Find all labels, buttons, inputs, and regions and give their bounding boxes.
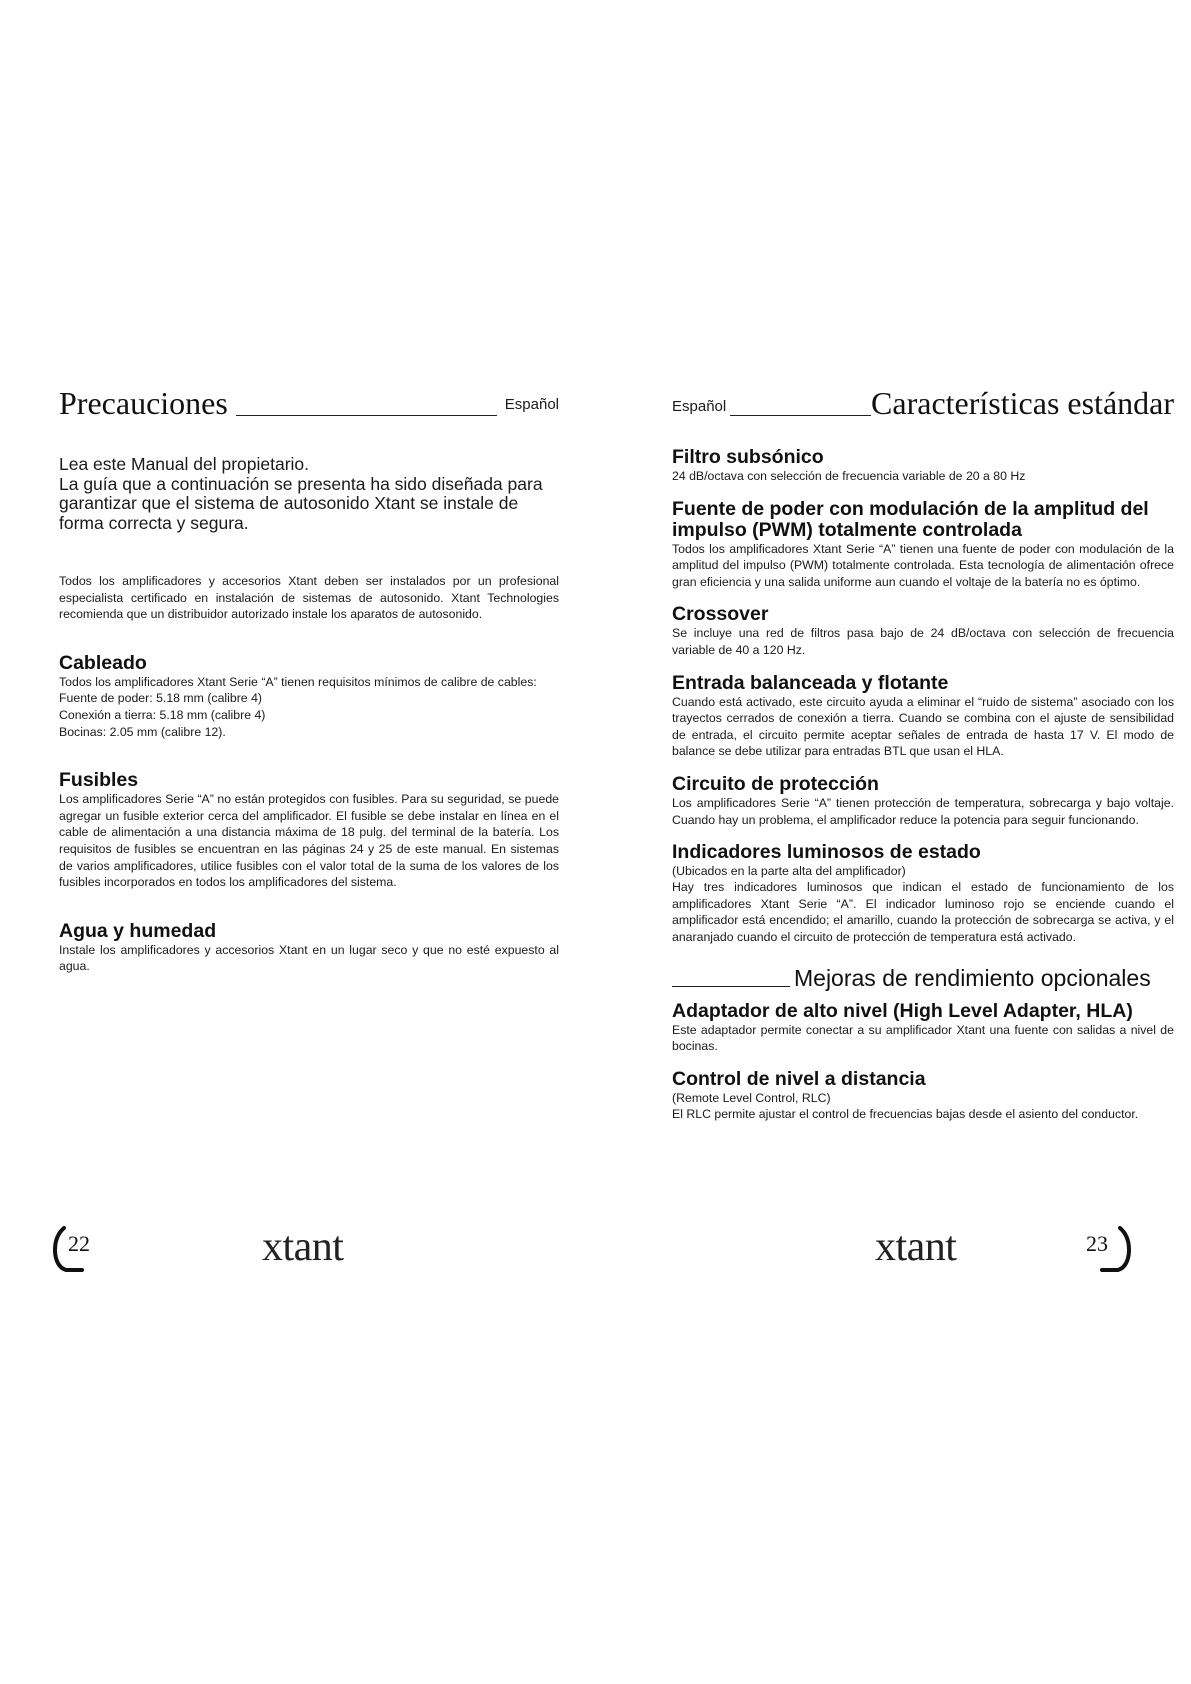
section-title: Indicadores luminosos de estado (672, 841, 981, 864)
page-number: 22 (68, 1231, 90, 1256)
page-number: 23 (1086, 1231, 1108, 1256)
section-text: Los amplificadores Serie “A” tienen protección de temperatura, sobrecarga y bajo voltaje. Cuando hay un problema, el amplificador reduce la potencia para seguir funcionando. (672, 795, 1174, 827)
section-title: Fuente de poder con modulación de la amplitud del impulso (PWM) totalmente controlada (672, 497, 1149, 541)
section-title: Circuito de protección (672, 772, 879, 795)
section-title: Cableado (59, 651, 147, 674)
intro-paragraph: Todos los amplificadores y accesorios Xtant deben ser instalados por un profesional especialista certificado en instalación de sistemas de autosonido. Xtant Technologies recomienda que un distribuidor autorizado instale los aparatos de autosonido. (59, 574, 559, 622)
brand-logo: xtant (262, 1224, 344, 1270)
section-text: Los amplificadores Serie “A” no están protegidos con fusibles. Para su seguridad, se puede agregar un fusible exterior cerca del amplificador. El fusible se debe instalar en línea en el cable de alimentación a una distancia máxima de 18 pulg. del terminal de la batería. Los requisitos de fusibles se encuentran en las páginas 24 y 25 de este manual. En sistemas de varios amplificadores, utilice fusibles con el valor total de la suma de los valores de los fusibles incorporados en todos los amplificadores del sistema. (59, 792, 559, 890)
section-cableado (59, 653, 559, 740)
left-page (0, 0, 595, 1684)
section-title: Filtro subsónico (672, 446, 824, 468)
section-fuente (672, 499, 1174, 591)
section-agua (59, 921, 559, 975)
intro-line: La guía que a continuación se presenta ha sido diseñada para garantizar que el sistema de autosonido Xtant se instale de forma correcta y segura. (59, 473, 543, 533)
optional-title: Mejoras de rendimiento opcionales (794, 964, 1151, 991)
left-title-row (59, 386, 559, 420)
optional-rule (672, 986, 790, 987)
section-text: Todos los amplificadores Xtant Serie “A” tienen requisitos mínimos de calibre de cables: (59, 674, 537, 689)
section-note: (Remote Level Control, RLC) (672, 1090, 831, 1105)
title-rule (730, 415, 871, 416)
title-rule (236, 415, 497, 416)
language-label: Español (672, 398, 727, 415)
section-indicadores (672, 842, 1174, 945)
section-hla (672, 1001, 1174, 1055)
section-note: (Ubicados en la parte alta del amplificador) (672, 864, 906, 879)
section-text: El RLC permite ajustar el control de frecuencias bajas desde el asiento del conductor. (672, 1106, 1139, 1121)
section-text: Instale los amplificadores y accesorios Xtant en un lugar seco y que no esté expuesto al agua. (59, 942, 559, 974)
section-text: Se incluye una red de filtros pasa bajo de 24 dB/octava con selección de frecuencia variable de 40 a 120 Hz. (672, 626, 1174, 657)
section-title: Entrada balanceada y flotante (672, 671, 949, 694)
page-number-badge (1082, 1226, 1132, 1272)
right-page (595, 0, 1191, 1684)
language-label: Español (504, 396, 559, 413)
list-item: Bocinas: 2.05 mm (calibre 12). (59, 724, 226, 739)
left-content (59, 455, 559, 999)
section-title: Adaptador de alto nivel (High Level Adapter, HLA) (672, 999, 1133, 1022)
section-text: Cuando está activado, este circuito ayuda a eliminar el “ruido de sistema” asociado con los trayectos cerrados de conexión a tierra. Cuando se combina con el ajuste de sensibilidad de entrada, el circuito permite aceptar señales de entrada de hasta 17 V. El modo de balance se debe utilizar para entradas BTL que usan el HLA. (672, 694, 1174, 759)
right-title-row (672, 386, 1174, 420)
page-title: Características estándar (871, 385, 1174, 421)
section-text: 24 dB/octava con selección de frecuencia variable de 20 a 80 Hz (672, 469, 1026, 483)
section-entrada (672, 673, 1174, 760)
section-text: Hay tres indicadores luminosos que indican el estado de funcionamiento de los amplificadores Xtant Serie “A”. El indicador luminoso rojo se enciende cuando el amplificador está encendido; el amarillo, cuando la protección de sobrecarga se activa, y el anaranjado cuando el circuito de protección de temperatura está activado. (672, 880, 1174, 944)
brand-logo: xtant (875, 1224, 957, 1270)
section-title: Control de nivel a distancia (672, 1067, 926, 1090)
section-title: Crossover (672, 603, 769, 626)
intro-paragraph-section (59, 573, 559, 623)
page-number-badge (52, 1226, 102, 1272)
intro-line: Lea este Manual del propietario. (59, 454, 310, 474)
right-content (672, 447, 1174, 1136)
section-text: Todos los amplificadores Xtant Serie “A” tienen una fuente de poder con modulación de la amplitud del impulso (PWM) totalmente controlada. Esta tecnología de alimentación ofrece gran eficiencia y una salida uniforme aun cuando el voltaje de la batería no es óptimo. (672, 541, 1174, 589)
section-title: Fusibles (59, 769, 139, 792)
section-title: Agua y humedad (59, 919, 217, 942)
section-fusibles (59, 770, 559, 891)
section-rlc (672, 1069, 1174, 1123)
section-text: Este adaptador permite conectar a su amplificador Xtant una fuente con salidas a nivel de bocinas. (672, 1022, 1174, 1054)
section-filtro (672, 447, 1174, 485)
section-crossover (672, 604, 1174, 658)
intro (59, 455, 559, 533)
section-circuito (672, 774, 1174, 828)
list-item: Fuente de poder: 5.18 mm (calibre 4) (59, 691, 263, 706)
optional-title-row (672, 966, 1174, 991)
page-title: Precauciones (59, 385, 228, 421)
list-item: Conexión a tierra: 5.18 mm (calibre 4) (59, 707, 266, 722)
